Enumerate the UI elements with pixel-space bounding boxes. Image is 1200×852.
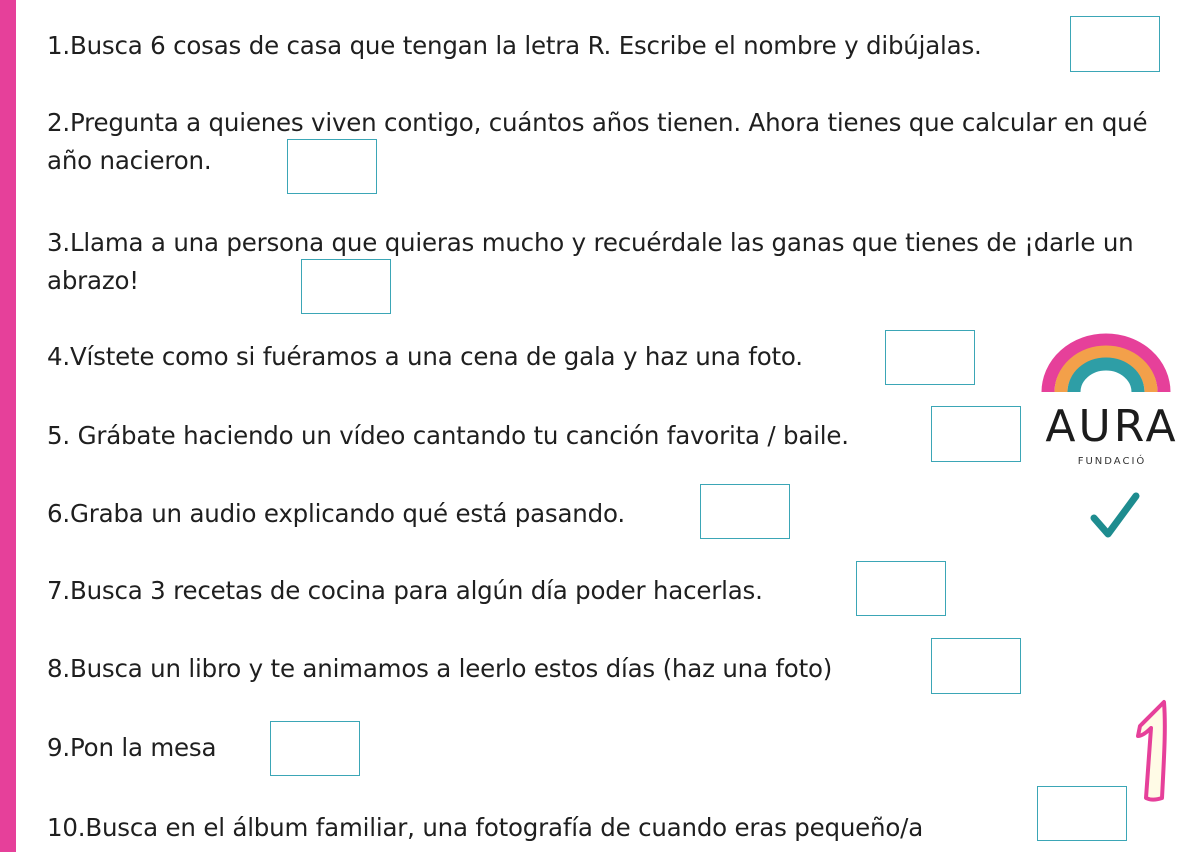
checkbox-task-6[interactable]: [700, 484, 790, 539]
number-one-decoration: [1120, 698, 1180, 808]
task-10: 10.Busca en el álbum familiar, una fotografía de cuando eras pequeño/a: [47, 813, 924, 842]
checkbox-task-2[interactable]: [287, 139, 377, 194]
task-6: 6.Graba un audio explicando qué está pasando.: [47, 499, 625, 528]
checkbox-task-4[interactable]: [885, 330, 975, 385]
task-7: 7.Busca 3 recetas de cocina para algún día poder hacerlas.: [47, 576, 763, 605]
side-accent-bar: [0, 0, 16, 852]
task-5: 5. Grábate haciendo un vídeo cantando tu canción favorita / baile.: [47, 421, 849, 450]
checkbox-task-5[interactable]: [931, 406, 1021, 462]
logo-wordmark: AURA: [1045, 401, 1179, 452]
task-3: 3.Llama a una persona que quieras mucho y recuérdale las ganas que tienes de ¡darle un abrazo!: [47, 228, 1134, 295]
aura-fundacio-logo: [1030, 330, 1194, 470]
checkbox-task-3[interactable]: [301, 259, 391, 314]
task-4: 4.Vístete como si fuéramos a una cena de gala y haz una foto.: [47, 342, 803, 371]
checkbox-task-1[interactable]: [1070, 16, 1160, 72]
rainbow-icon: [1030, 330, 1194, 400]
check-icon: [1088, 490, 1142, 542]
task-8: 8.Busca un libro y te animamos a leerlo estos días (haz una foto): [47, 654, 833, 683]
task-1: 1.Busca 6 cosas de casa que tengan la letra R. Escribe el nombre y dibújalas.: [47, 31, 982, 60]
checkbox-task-10[interactable]: [1037, 786, 1127, 841]
task-9: 9.Pon la mesa: [47, 733, 217, 762]
checkbox-task-8[interactable]: [931, 638, 1021, 694]
logo-subtitle: FUNDACIÓ: [1077, 456, 1147, 467]
checkbox-task-7[interactable]: [856, 561, 946, 616]
checkbox-task-9[interactable]: [270, 721, 360, 776]
task-2: 2.Pregunta a quienes viven contigo, cuántos años tienen. Ahora tienes que calcular en qué año nacieron.: [47, 108, 1148, 175]
